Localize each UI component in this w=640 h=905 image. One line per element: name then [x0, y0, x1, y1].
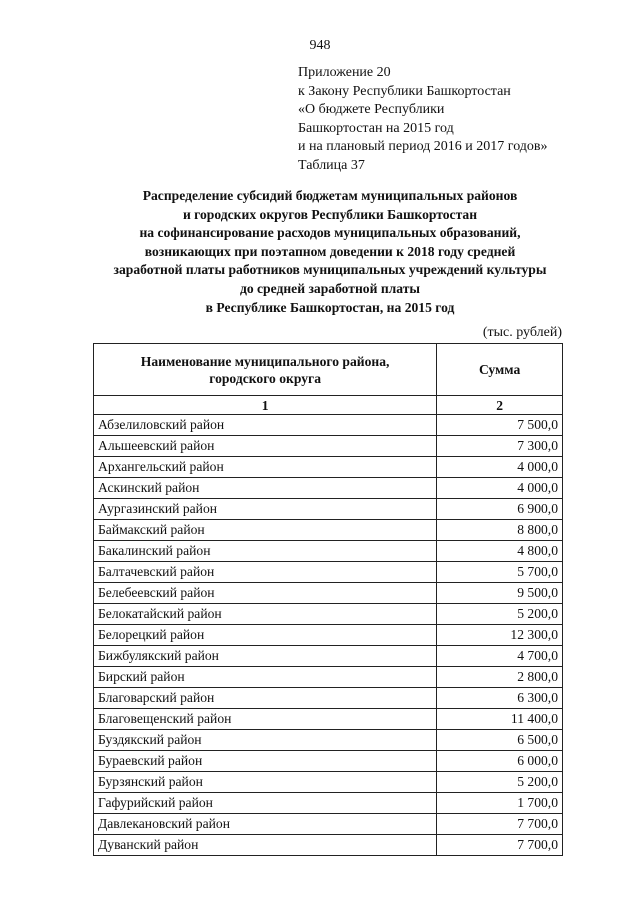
district-name-cell: Буздякский район — [94, 730, 437, 751]
amount-cell: 9 500,0 — [437, 583, 563, 604]
table-row — [94, 541, 563, 562]
appendix-line: «О бюджете Республики — [298, 102, 445, 117]
table-header-row — [94, 344, 563, 396]
units-label: (тыс. рублей) — [482, 325, 562, 340]
district-name-cell: Балтачевский район — [94, 562, 437, 583]
appendix-line: к Закону Республики Башкортостан — [298, 83, 511, 99]
document-title — [60, 187, 600, 317]
district-name-cell: Бураевский район — [94, 751, 437, 772]
table-row — [94, 604, 563, 625]
amount-cell: 6 000,0 — [437, 751, 563, 772]
title-line: и городских округов Республики Башкортостан — [182, 206, 478, 222]
amount-cell: 5 200,0 — [437, 772, 563, 793]
district-name-cell: Баймакский район — [94, 520, 437, 541]
table-row — [94, 583, 563, 604]
amount-cell: 5 700,0 — [437, 562, 563, 583]
column-header-name-line2: городского округа — [209, 370, 321, 386]
district-name-cell: Бурзянский район — [94, 772, 437, 793]
district-name-cell: Бижбулякский район — [94, 646, 437, 667]
table-body — [94, 415, 563, 856]
table-row — [94, 793, 563, 814]
amount-cell: 1 700,0 — [437, 793, 563, 814]
column-number-row — [94, 396, 563, 415]
district-name-cell: Абзелиловский район — [94, 415, 437, 436]
table-row — [94, 436, 563, 457]
table-row — [94, 478, 563, 499]
amount-cell: 7 700,0 — [437, 835, 563, 856]
table-row — [94, 751, 563, 772]
subsidy-table — [93, 343, 563, 856]
district-name-cell: Архангельский район — [94, 457, 437, 478]
amount-cell: 5 200,0 — [437, 604, 563, 625]
amount-cell: 4 000,0 — [437, 457, 563, 478]
table-row — [94, 646, 563, 667]
amount-cell: 8 800,0 — [437, 520, 563, 541]
district-name-cell: Альшеевский район — [94, 436, 437, 457]
table-row — [94, 730, 563, 751]
amount-cell: 4 000,0 — [437, 478, 563, 499]
title-line: заработной платы работников муниципальных учреждений культуры — [113, 262, 547, 278]
title-line: до средней заработной платы — [239, 280, 421, 296]
district-name-cell: Бирский район — [94, 667, 437, 688]
table-row — [94, 709, 563, 730]
district-name-cell: Бакалинский район — [94, 541, 437, 562]
amount-cell: 12 300,0 — [437, 625, 563, 646]
table-row — [94, 520, 563, 541]
table-row — [94, 772, 563, 793]
district-name-cell: Благовещенский район — [94, 709, 437, 730]
district-name-cell: Белебеевский район — [94, 583, 437, 604]
amount-cell: 11 400,0 — [437, 709, 563, 730]
column-number-1: 1 — [94, 396, 437, 415]
page-number: 948 — [309, 38, 331, 53]
table-row — [94, 499, 563, 520]
table-row — [94, 457, 563, 478]
amount-cell: 6 500,0 — [437, 730, 563, 751]
column-number-2: 2 — [437, 396, 563, 415]
table-row — [94, 667, 563, 688]
amount-cell: 2 800,0 — [437, 667, 563, 688]
amount-cell: 7 300,0 — [437, 436, 563, 457]
appendix-line: Таблица 37 — [298, 157, 365, 173]
appendix-line: Башкортостан на 2015 год — [298, 120, 454, 136]
district-name-cell: Аургазинский район — [94, 499, 437, 520]
title-line: возникающих при поэтапном доведении к 2018 году средней — [144, 243, 516, 259]
title-line: в Республике Башкортостан, на 2015 год — [205, 299, 455, 315]
appendix-block — [298, 64, 548, 175]
district-name-cell: Белорецкий район — [94, 625, 437, 646]
amount-cell: 4 700,0 — [437, 646, 563, 667]
column-header-name — [94, 344, 437, 396]
appendix-line: Приложение 20 — [298, 65, 391, 80]
column-header-amount: Сумма — [437, 344, 563, 396]
table-row — [94, 415, 563, 436]
district-name-cell: Давлекановский район — [94, 814, 437, 835]
title-line: на софинансирование расходов муниципальных образований, — [139, 225, 521, 241]
district-name-cell: Аскинский район — [94, 478, 437, 499]
district-name-cell: Благоварский район — [94, 688, 437, 709]
district-name-cell: Белокатайский район — [94, 604, 437, 625]
amount-cell: 7 700,0 — [437, 814, 563, 835]
table-row — [94, 835, 563, 856]
district-name-cell: Гафурийский район — [94, 793, 437, 814]
column-header-name-line1: Наименование муниципального района, — [140, 353, 390, 369]
table-row — [94, 688, 563, 709]
table-row — [94, 814, 563, 835]
appendix-line: и на плановый период 2016 и 2017 годов» — [298, 139, 548, 154]
table-row — [94, 625, 563, 646]
amount-cell: 4 800,0 — [437, 541, 563, 562]
amount-cell: 7 500,0 — [437, 415, 563, 436]
table-row — [94, 562, 563, 583]
amount-cell: 6 300,0 — [437, 688, 563, 709]
title-line: Распределение субсидий бюджетам муниципальных районов — [142, 188, 518, 203]
amount-cell: 6 900,0 — [437, 499, 563, 520]
district-name-cell: Дуванский район — [94, 835, 437, 856]
